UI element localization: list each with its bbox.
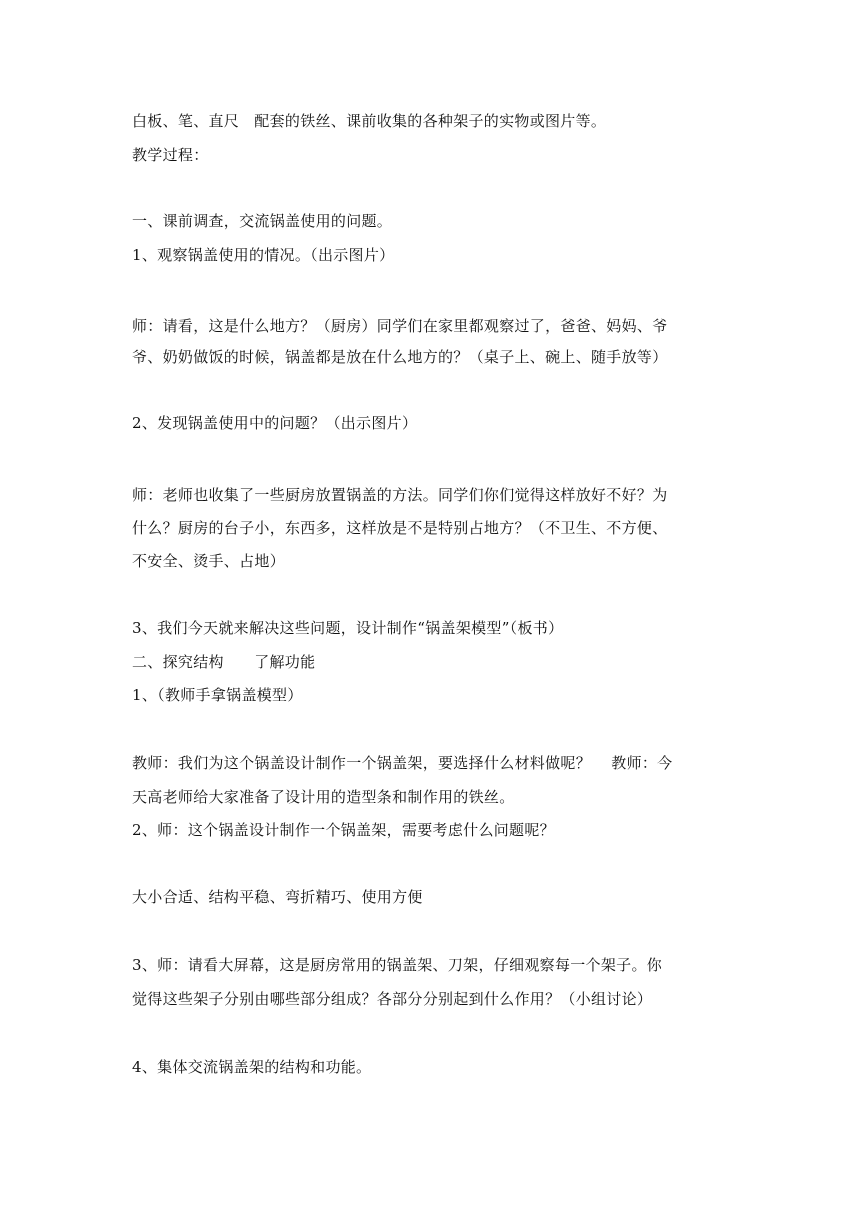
paragraph-line: 师：老师也收集了一些厨房放置锅盖的方法。同学们你们觉得这样放好不好？为: [132, 486, 668, 504]
step-2-3: 3、师：请看大屏幕，这是厨房常用的锅盖架、刀架，仔细观察每一个架子。你: [132, 956, 663, 974]
considerations-line: 大小合适、结构平稳、弯折精巧、使用方便: [132, 888, 423, 906]
paragraph-line: 教师：我们为这个锅盖设计制作一个锅盖架，要选择什么材料做呢？ 教师：今: [132, 754, 673, 772]
materials-line: 白板、笔、直尺 配套的铁丝、课前收集的各种架子的实物或图片等。: [132, 112, 607, 130]
step-2-2: 2、师：这个锅盖设计制作一个锅盖架，需要考虑什么问题呢？: [132, 821, 555, 839]
paragraph-line: 师：请看，这是什么地方？（厨房）同学们在家里都观察过了，爸爸、妈妈、爷: [132, 317, 668, 335]
step-1-3: 3、我们今天就来解决这些问题，设计制作“锅盖架模型”（板书）: [132, 619, 564, 637]
step-1-2: 2、发现锅盖使用中的问题？（出示图片）: [132, 414, 418, 432]
section-two-heading: 二、探究结构 了解功能: [132, 653, 316, 671]
paragraph-line: 爷、奶奶做饭的时候，锅盖都是放在什么地方的？（桌子上、碗上、随手放等）: [132, 348, 668, 366]
paragraph-line: 什么？厨房的台子小，东西多，这样放是不是特别占地方？（不卫生、不方便、: [132, 519, 668, 537]
teaching-process-heading: 教学过程：: [132, 146, 209, 164]
step-1-1: 1、观察锅盖使用的情况。（出示图片）: [132, 246, 395, 264]
step-2-4: 4、集体交流锅盖架的结构和功能。: [132, 1058, 372, 1076]
paragraph-line: 不安全、烫手、占地）: [132, 552, 286, 570]
paragraph-line: 天高老师给大家准备了设计用的造型条和制作用的铁丝。: [132, 788, 515, 806]
paragraph-line: 觉得这些架子分别由哪些部分组成？各部分分别起到什么作用？（小组讨论）: [132, 990, 653, 1008]
step-2-1: 1、（教师手拿锅盖模型）: [132, 686, 303, 704]
section-one-heading: 一、课前调查，交流锅盖使用的问题。: [132, 212, 393, 230]
